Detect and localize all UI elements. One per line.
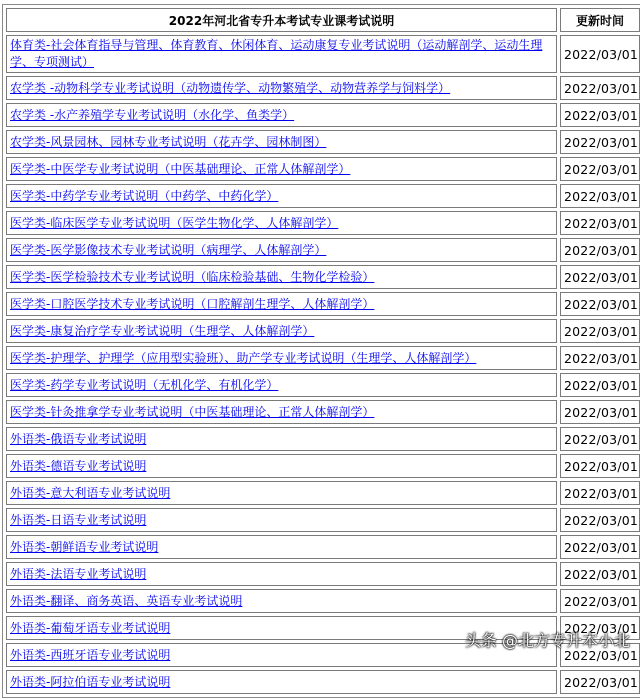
row-update-date: 2022/03/01: [560, 454, 640, 478]
row-title-cell: [6, 76, 557, 100]
row-update-date: 2022/03/01: [560, 211, 640, 235]
row-update-date: 2022/03/01: [560, 157, 640, 181]
exam-note-link[interactable]: 医学类-康复治疗学专业考试说明（生理学、人体解剖学）: [10, 324, 315, 338]
row-title-cell: [6, 535, 557, 559]
exam-note-link[interactable]: 农学类 -水产养殖学专业考试说明（水化学、鱼类学）: [10, 108, 295, 122]
row-title-cell: [6, 508, 557, 532]
exam-note-link[interactable]: 外语类-阿拉伯语专业考试说明: [10, 675, 171, 689]
header-title: 2022年河北省专升本考试专业课考试说明: [6, 8, 557, 32]
exam-note-link[interactable]: 医学类-药学专业考试说明（无机化学、有机化学）: [10, 378, 279, 392]
row-update-date: 2022/03/01: [560, 184, 640, 208]
row-update-date: 2022/03/01: [560, 319, 640, 343]
table-row: [6, 373, 640, 397]
table-row: [6, 265, 640, 289]
row-title-cell: [6, 157, 557, 181]
exam-note-link[interactable]: 外语类-翻译、商务英语、英语专业考试说明: [10, 594, 243, 608]
table-row: [6, 35, 640, 73]
table-row: [6, 670, 640, 694]
exam-note-link[interactable]: 医学类-医学检验技术专业考试说明（临床检验基础、生物化学检验）: [10, 270, 375, 284]
row-update-date: 2022/03/01: [560, 265, 640, 289]
row-update-date: 2022/03/01: [560, 562, 640, 586]
table-row: [6, 130, 640, 154]
table-row: [6, 346, 640, 370]
row-update-date: 2022/03/01: [560, 427, 640, 451]
table-row: [6, 211, 640, 235]
table-row: [6, 535, 640, 559]
exam-note-link[interactable]: 农学类-风景园林、园林专业考试说明（花卉学、园林制图）: [10, 135, 327, 149]
exam-note-link[interactable]: 外语类-法语专业考试说明: [10, 567, 147, 581]
row-title-cell: [6, 265, 557, 289]
exam-note-link[interactable]: 医学类-中医学专业考试说明（中医基础理论、正常人体解剖学）: [10, 162, 351, 176]
table-row: [6, 508, 640, 532]
row-title-cell: [6, 184, 557, 208]
row-update-date: 2022/03/01: [560, 103, 640, 127]
row-title-cell: [6, 670, 557, 694]
exam-notes-table: [2, 4, 640, 698]
row-title-cell: [6, 373, 557, 397]
table-row: [6, 157, 640, 181]
row-update-date: 2022/03/01: [560, 643, 640, 667]
table-row: [6, 562, 640, 586]
exam-note-link[interactable]: 外语类-西班牙语专业考试说明: [10, 648, 171, 662]
table-row: [6, 427, 640, 451]
row-title-cell: [6, 481, 557, 505]
row-title-cell: [6, 211, 557, 235]
row-update-date: 2022/03/01: [560, 400, 640, 424]
exam-note-link[interactable]: 医学类-临床医学专业考试说明（医学生物化学、人体解剖学）: [10, 216, 339, 230]
row-update-date: 2022/03/01: [560, 535, 640, 559]
exam-note-link[interactable]: 外语类-葡萄牙语专业考试说明: [10, 621, 171, 635]
exam-note-link[interactable]: 外语类-日语专业考试说明: [10, 513, 147, 527]
row-title-cell: [6, 589, 557, 613]
row-update-date: 2022/03/01: [560, 76, 640, 100]
exam-note-link[interactable]: 医学类-护理学、护理学（应用型实验班）、助产学专业考试说明（生理学、人体解剖学）: [10, 351, 477, 365]
exam-note-link[interactable]: 农学类 -动物科学专业考试说明（动物遗传学、动物繁殖学、动物营养学与饲料学）: [10, 81, 451, 95]
table-row: [6, 400, 640, 424]
row-update-date: 2022/03/01: [560, 481, 640, 505]
row-title-cell: [6, 35, 557, 73]
row-title-cell: [6, 562, 557, 586]
exam-note-link[interactable]: 外语类-意大利语专业考试说明: [10, 486, 171, 500]
row-update-date: 2022/03/01: [560, 238, 640, 262]
table-row: [6, 238, 640, 262]
exam-note-link[interactable]: 外语类-俄语专业考试说明: [10, 432, 147, 446]
row-update-date: 2022/03/01: [560, 130, 640, 154]
exam-note-link[interactable]: 外语类-朝鲜语专业考试说明: [10, 540, 159, 554]
exam-note-link[interactable]: 医学类-针灸推拿学专业考试说明（中医基础理论、正常人体解剖学）: [10, 405, 375, 419]
row-title-cell: [6, 238, 557, 262]
row-update-date: 2022/03/01: [560, 292, 640, 316]
table-row: [6, 319, 640, 343]
table-row: [6, 292, 640, 316]
row-update-date: 2022/03/01: [560, 508, 640, 532]
exam-note-link[interactable]: 体育类-社会体育指导与管理、体育教育、休闲体育、运动康复专业考试说明（运动解剖学、运动生理学、专项测试）: [10, 38, 543, 69]
table-row: [6, 589, 640, 613]
row-title-cell: [6, 346, 557, 370]
row-title-cell: [6, 427, 557, 451]
table-header-row: [6, 8, 640, 32]
row-title-cell: [6, 319, 557, 343]
exam-notes-table-wrapper: [2, 4, 638, 698]
exam-note-link[interactable]: 医学类-中药学专业考试说明（中药学、中药化学）: [10, 189, 279, 203]
table-row: [6, 454, 640, 478]
row-title-cell: [6, 454, 557, 478]
table-row: [6, 184, 640, 208]
table-row: [6, 481, 640, 505]
table-row: [6, 103, 640, 127]
row-title-cell: [6, 292, 557, 316]
header-update-time: 更新时间: [560, 8, 640, 32]
row-update-date: 2022/03/01: [560, 670, 640, 694]
row-update-date: 2022/03/01: [560, 373, 640, 397]
row-title-cell: [6, 103, 557, 127]
row-update-date: 2022/03/01: [560, 35, 640, 73]
row-update-date: 2022/03/01: [560, 616, 640, 640]
row-update-date: 2022/03/01: [560, 589, 640, 613]
table-row: [6, 76, 640, 100]
exam-note-link[interactable]: 医学类-医学影像技术专业考试说明（病理学、人体解剖学）: [10, 243, 327, 257]
row-title-cell: [6, 400, 557, 424]
watermark-text: 头条 @北方专升本小北: [464, 631, 630, 650]
exam-note-link[interactable]: 医学类-口腔医学技术专业考试说明（口腔解剖生理学、人体解剖学）: [10, 297, 375, 311]
row-title-cell: [6, 130, 557, 154]
row-update-date: 2022/03/01: [560, 346, 640, 370]
exam-note-link[interactable]: 外语类-德语专业考试说明: [10, 459, 147, 473]
